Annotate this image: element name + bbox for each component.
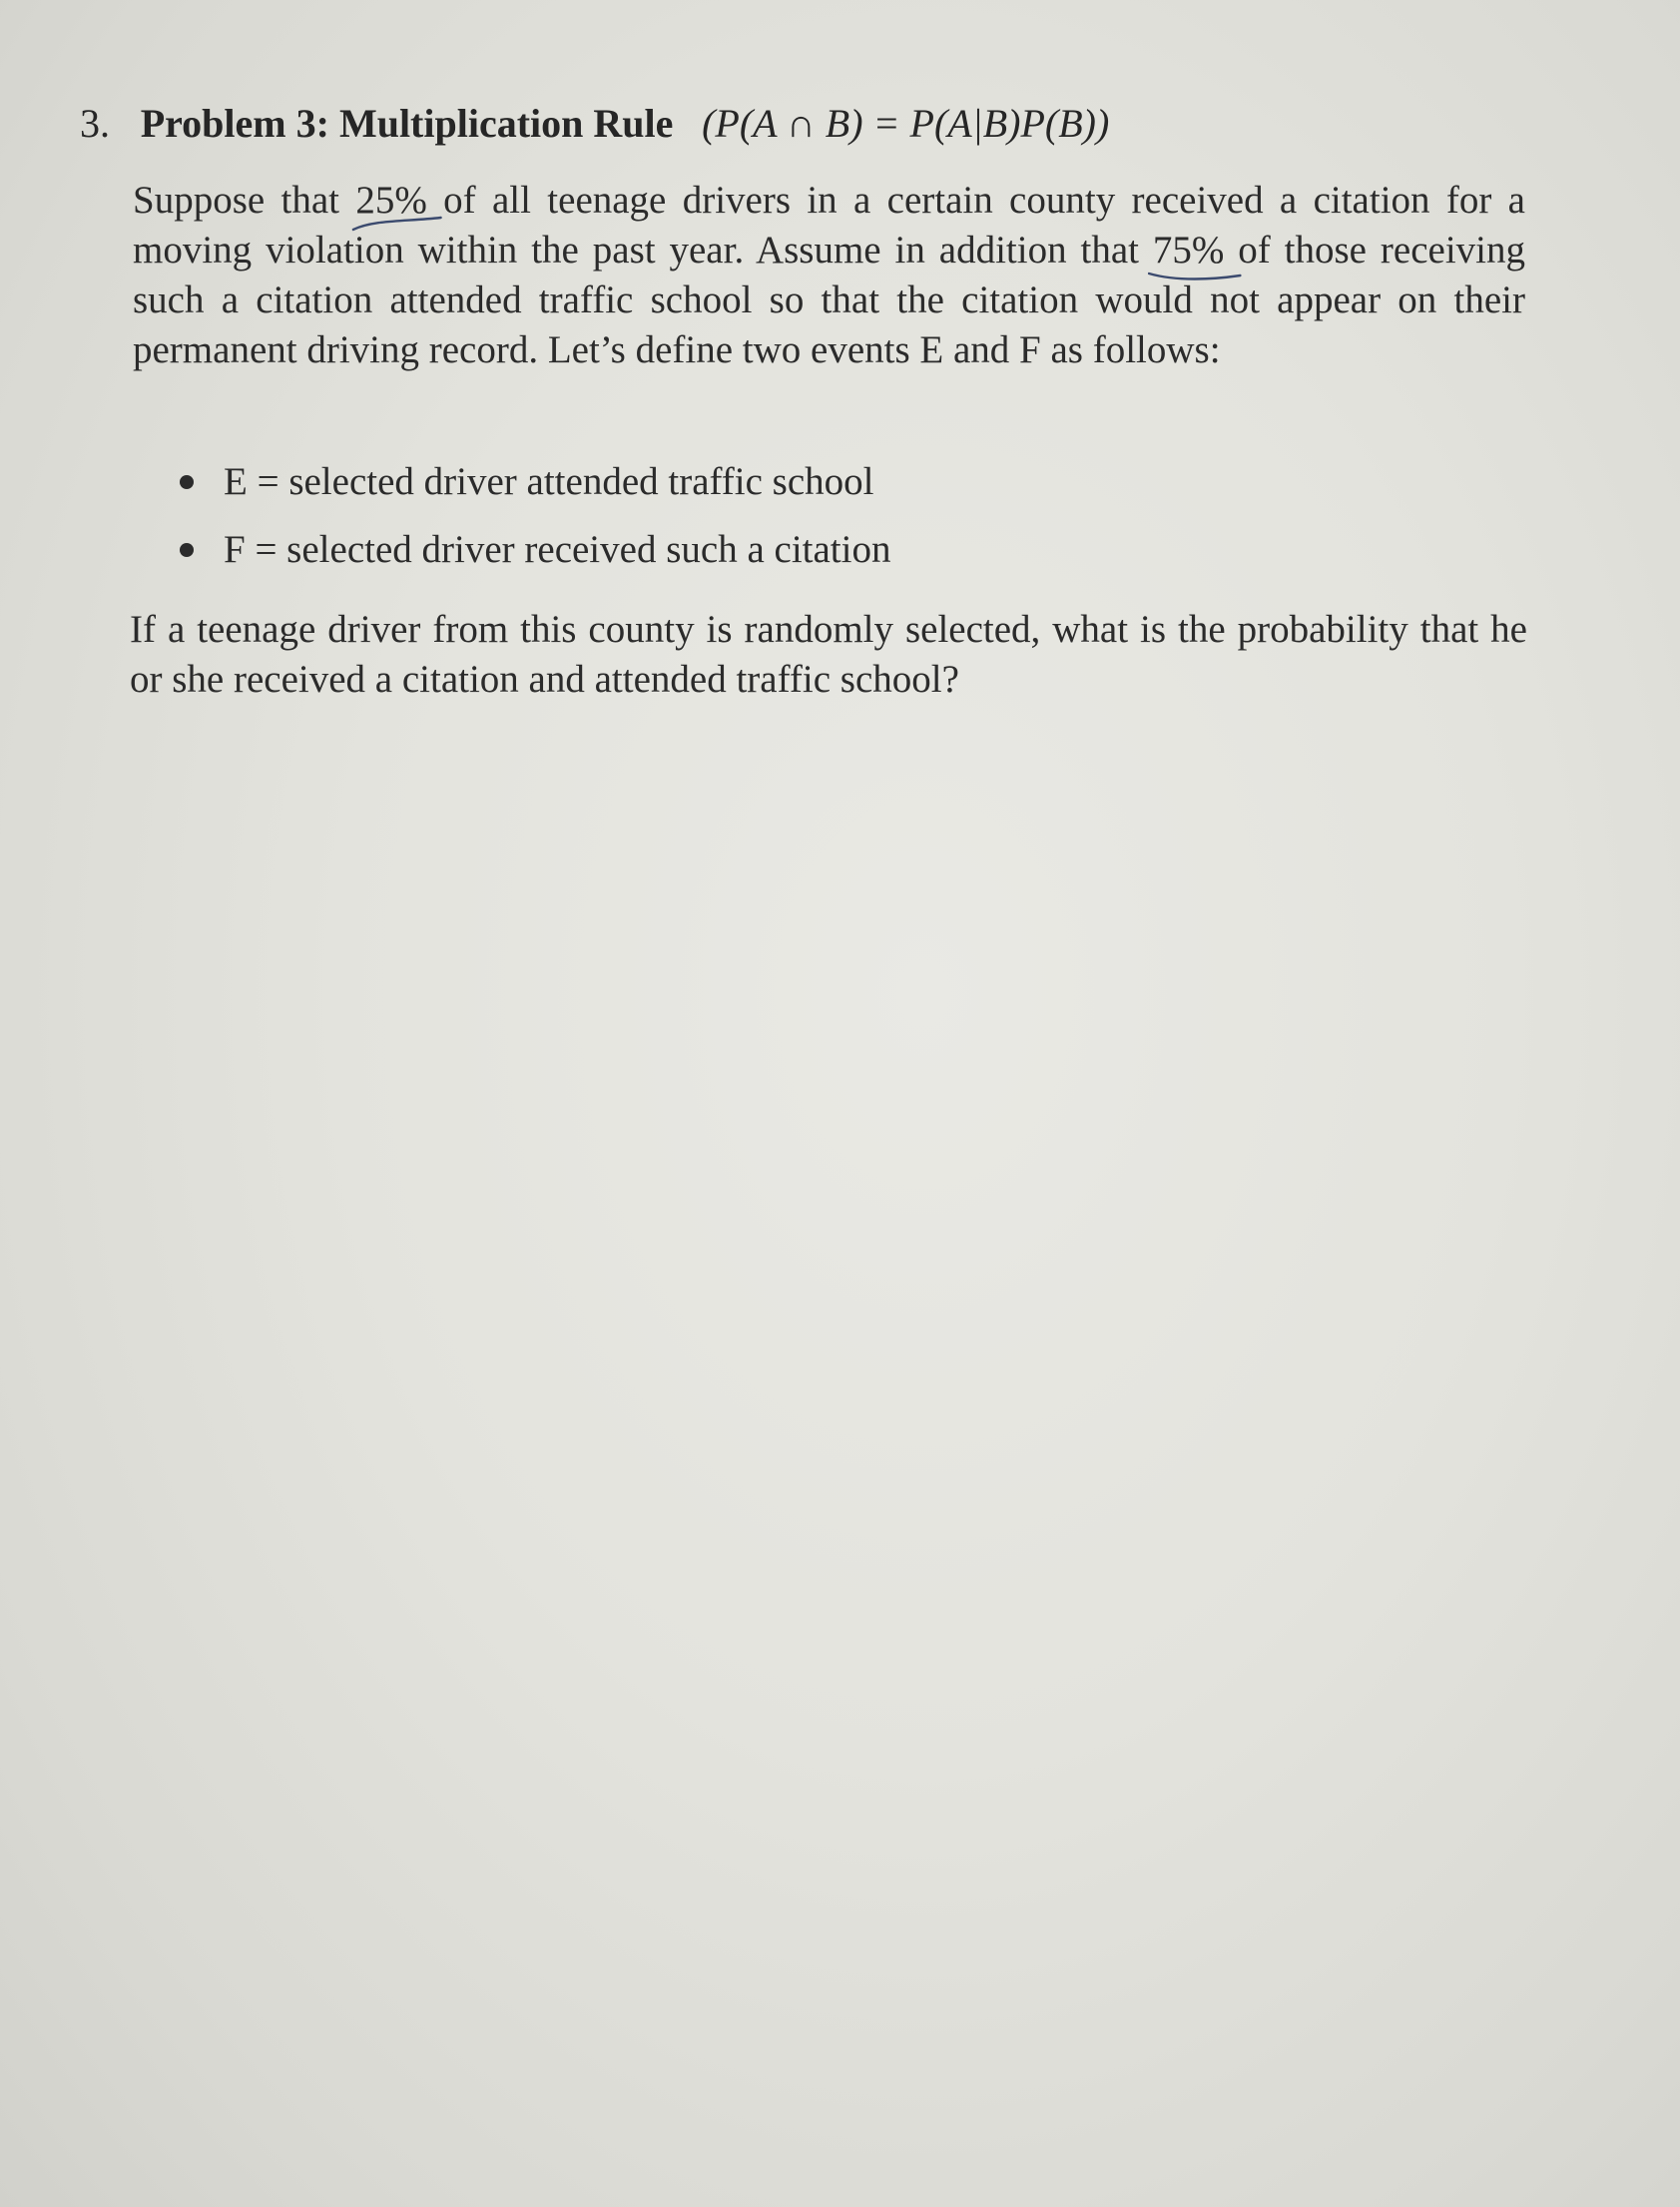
statement-text-3: of those receiving such a citation attended traffic school so that the citation would not appear on their permanent driving record. Let’s define two events E and F as follows: xyxy=(133,229,1525,371)
underlined-percent-75 xyxy=(1153,226,1225,276)
event-f-text: F = selected driver received such a citation xyxy=(224,528,891,571)
bullet-icon xyxy=(180,543,194,557)
problem-number: 3. xyxy=(80,101,110,146)
problem-statement xyxy=(133,176,1525,375)
event-f-definition xyxy=(180,525,890,593)
problem-title: Problem 3: Multiplication Rule xyxy=(140,101,674,146)
event-e-definition xyxy=(180,457,890,525)
statement-text-2: of all teenage drivers in a certain county received a citation for a moving violation within the past year. Assume in addition that xyxy=(133,179,1525,272)
event-definitions xyxy=(180,457,890,593)
percent-25: 25% xyxy=(355,179,427,222)
problem-question: If a teenage driver from this county is randomly selected, what is the probability that he or she received a citation and attended traffic school? xyxy=(130,608,1527,701)
percent-75: 75% xyxy=(1152,229,1225,272)
bullet-icon xyxy=(180,475,194,489)
statement-text-1: Suppose that xyxy=(133,179,356,222)
multiplication-rule-formula: (P(A ∩ B) = P(A|B)P(B)) xyxy=(702,101,1110,146)
underlined-percent-25 xyxy=(355,176,427,226)
pen-underline-icon xyxy=(351,216,443,236)
pen-underline-icon xyxy=(1149,266,1241,285)
event-e-text: E = selected driver attended traffic school xyxy=(224,460,874,503)
problem-heading xyxy=(80,100,1109,147)
